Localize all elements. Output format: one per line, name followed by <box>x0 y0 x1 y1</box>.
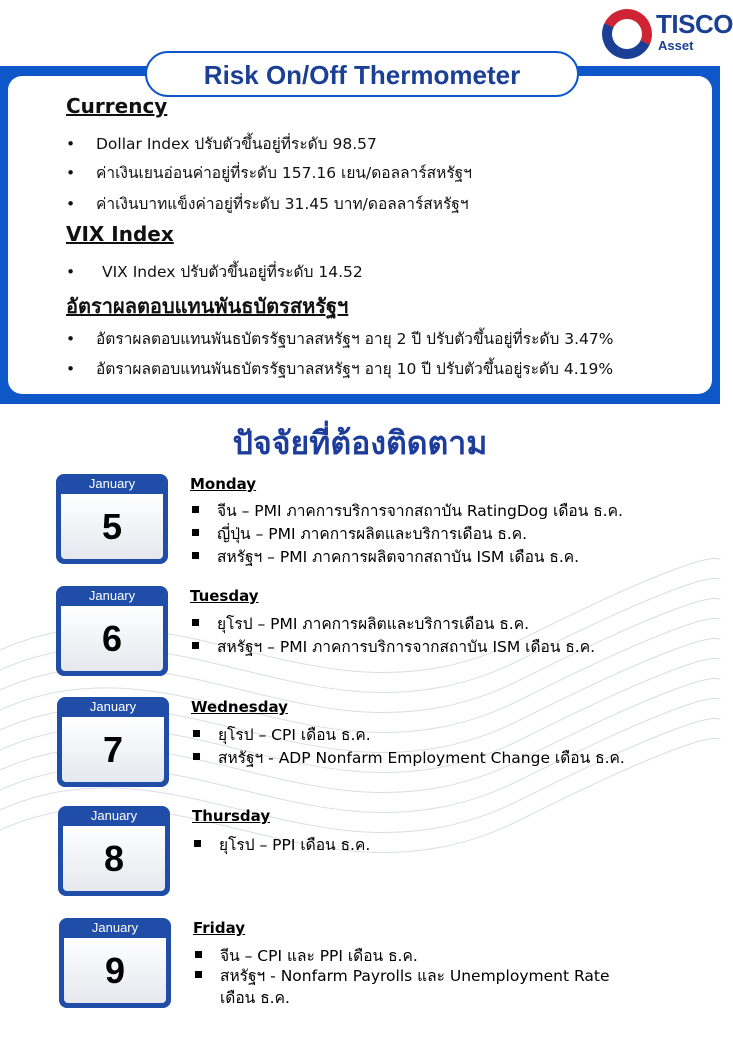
square-bullet-icon <box>195 971 202 978</box>
calendar-date: 6 <box>61 606 163 671</box>
square-bullet-icon <box>195 951 202 958</box>
calendar-date: 7 <box>62 717 164 782</box>
square-bullet-icon <box>193 753 200 760</box>
tisco-asset-logo <box>602 8 733 60</box>
calendar-date: 9 <box>64 938 166 1003</box>
title-banner <box>145 51 579 97</box>
logo-ring-icon <box>595 2 659 66</box>
event-item: ยุโรป – CPI เดือน ธ.ค. <box>193 722 371 747</box>
page-title: Risk On/Off Thermometer <box>203 60 521 90</box>
bond-yield-item: • อัตราผลตอบแทนพันธบัตรรัฐบาลสหรัฐฯ อายุ 10 ปี ปรับตัวขึ้นอยู่ระดับ 4.19% <box>66 360 614 378</box>
calendar-month: January <box>89 699 137 714</box>
factors-title: ปัจจัยที่ต้องติดตาม <box>232 424 488 462</box>
square-bullet-icon <box>193 730 200 737</box>
calendar-month: January <box>90 808 138 823</box>
square-bullet-icon <box>194 840 201 847</box>
currency-heading: Currency <box>66 94 168 118</box>
day-name: Tuesday <box>190 587 259 605</box>
calendar-date: 5 <box>61 494 163 559</box>
event-item: ยุโรป – PMI ภาคการผลิตและบริการเดือน ธ.ค. <box>192 611 529 636</box>
event-item: ญี่ปุ่น – PMI ภาคการผลิตและบริการเดือน ธ.ค. <box>192 521 527 546</box>
logo-subtitle: Asset <box>658 38 694 53</box>
event-item: ยุโรป – PPI เดือน ธ.ค. <box>194 832 370 857</box>
currency-item: • Dollar Index ปรับตัวขึ้นอยู่ที่ระดับ 98.57 <box>66 135 377 153</box>
bullet-icon: • <box>66 195 76 213</box>
event-item: สหรัฐฯ – PMI ภาคการบริการจากสถาบัน ISM เดือน ธ.ค. <box>192 634 595 659</box>
bullet-icon: • <box>66 135 76 153</box>
calendar-month: January <box>88 476 136 491</box>
calendar-month: January <box>91 920 139 935</box>
vix-heading: VIX Index <box>66 222 174 246</box>
square-bullet-icon <box>192 619 199 626</box>
bond-yield-heading: อัตราผลตอบแทนพันธบัตรสหรัฐฯ <box>66 294 349 318</box>
square-bullet-icon <box>192 506 199 513</box>
event-item: สหรัฐฯ - Nonfarm Payrolls และ Unemployment Rate เดือน ธ.ค. <box>195 965 625 1009</box>
calendar-icon <box>58 806 170 896</box>
square-bullet-icon <box>192 642 199 649</box>
vix-item: • VIX Index ปรับตัวขึ้นอยู่ที่ระดับ 14.52 <box>66 263 363 281</box>
calendar-date: 8 <box>63 826 165 891</box>
event-item: จีน – PMI ภาคการบริการจากสถาบัน RatingDog เดือน ธ.ค. <box>192 498 623 523</box>
logo-wordmark: TISCO <box>656 9 733 39</box>
day-name: Monday <box>190 475 257 493</box>
square-bullet-icon <box>192 529 199 536</box>
currency-item: • ค่าเงินเยนอ่อนค่าอยู่ที่ระดับ 157.16 เยน/ดอลลาร์สหรัฐฯ <box>66 164 472 182</box>
day-name: Thursday <box>192 807 271 825</box>
event-item: จีน – CPI และ PPI เดือน ธ.ค. <box>195 943 418 968</box>
bullet-icon: • <box>66 360 76 378</box>
day-name: Friday <box>193 919 246 937</box>
calendar-icon <box>59 918 171 1008</box>
square-bullet-icon <box>192 552 199 559</box>
bullet-icon: • <box>66 164 76 182</box>
calendar-month: January <box>88 588 136 603</box>
bullet-icon: • <box>66 330 76 348</box>
calendar-icon <box>56 474 168 564</box>
calendar-icon <box>57 697 169 787</box>
event-item: สหรัฐฯ – PMI ภาคการผลิตจากสถาบัน ISM เดือน ธ.ค. <box>192 544 579 569</box>
currency-item: • ค่าเงินบาทแข็งค่าอยู่ที่ระดับ 31.45 บาท/ดอลลาร์สหรัฐฯ <box>66 195 469 213</box>
bullet-icon: • <box>66 263 76 281</box>
calendar-icon <box>56 586 168 676</box>
event-item: สหรัฐฯ - ADP Nonfarm Employment Change เดือน ธ.ค. <box>193 745 625 770</box>
day-name: Wednesday <box>191 698 288 716</box>
bond-yield-item: • อัตราผลตอบแทนพันธบัตรรัฐบาลสหรัฐฯ อายุ 2 ปี ปรับตัวขึ้นอยู่ที่ระดับ 3.47% <box>66 330 614 348</box>
